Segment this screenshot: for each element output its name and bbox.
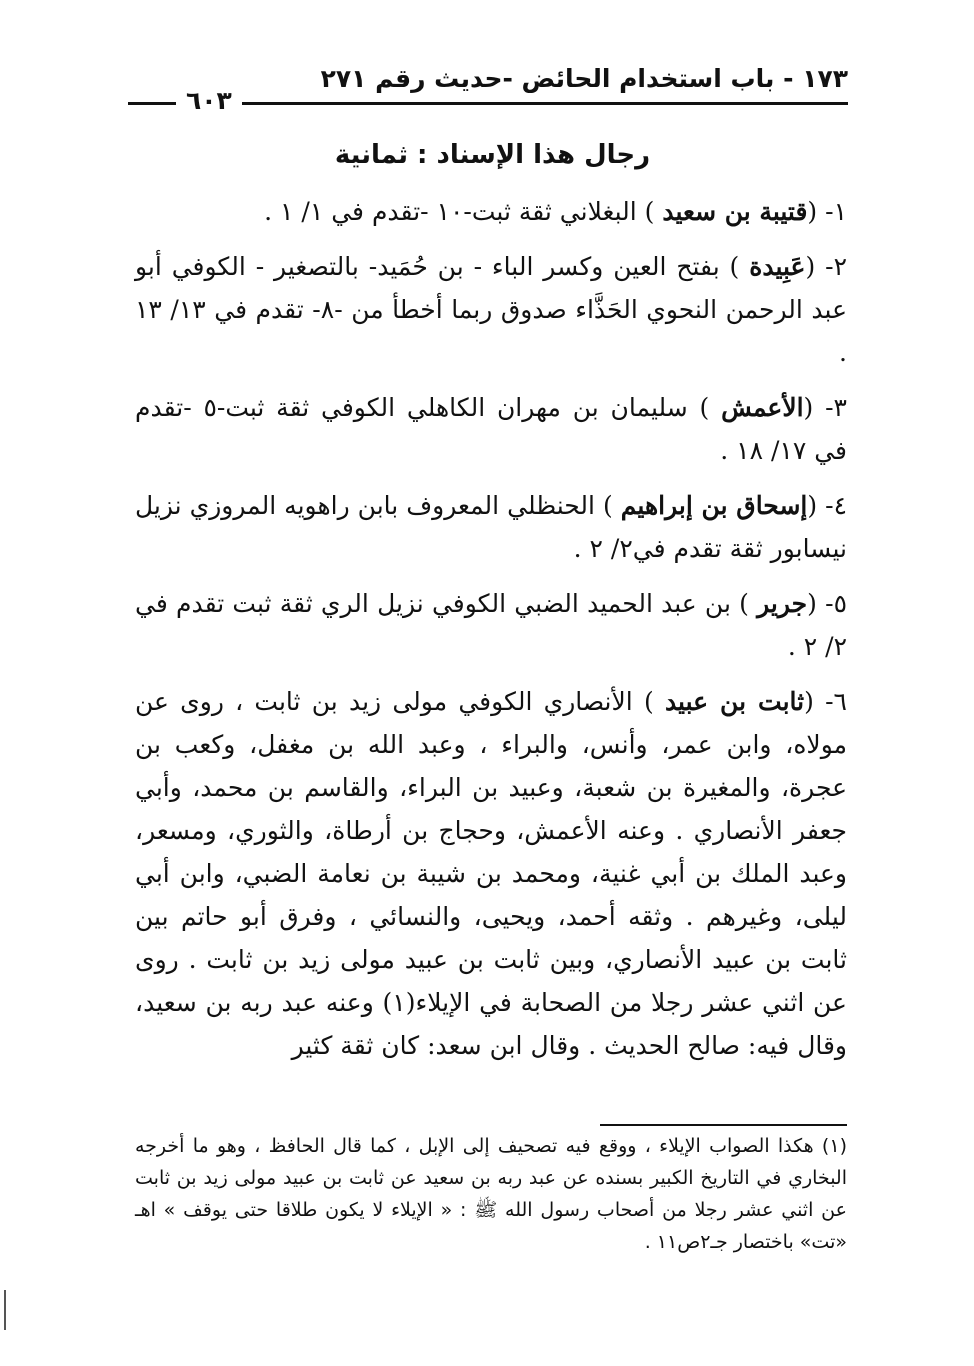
footnote-rule — [600, 1124, 847, 1126]
narrator-name: عَبِيدة — [749, 252, 806, 281]
scan-margin-mark — [4, 1290, 6, 1330]
footnote: (١) هكذا الصواب الإيلاء ، ووقع فيه تصحيف إلى الإبل ، كما قال الحافظ ، وهو ما أخرجه البخاري في التاريخ الكبير بسنده عن عبد ربه بن سعيد عن ثابت بن عبيد مولى زيد بن ثابت عن اثني عشر رجلا من أصحاب رسول الله ﷺ : « الإيلاء لا يكون طلاقا حتى يوقف » اهـ «تت» باختصار جـ٢ص١١ . — [135, 1135, 847, 1253]
narrator-list — [135, 190, 847, 1079]
narrator-entry-4 — [135, 484, 847, 570]
page-header — [128, 62, 848, 115]
narrator-name: إسحاق بن إبراهيم — [620, 491, 808, 520]
running-title: ١٧٣ - باب استخدام الحائض -حديث رقم ٢٧١ — [320, 64, 848, 93]
entry-number: ٦- ( — [804, 687, 847, 716]
narrator-name: قتيبة بن سعيد — [662, 197, 808, 226]
narrator-entry-6 — [135, 680, 847, 1067]
narrator-entry-5 — [135, 582, 847, 668]
narrator-entry-1 — [135, 190, 847, 233]
entry-text: ) بفتح العين وكسر الباء - بن حُمَيد- بالتصغير - الكوفي أبو عبد الرحمن النحوي الحَذَّاء صدوق ربما أخطأ من -٨- تقدم في ١٣/ ١٣ . — [135, 252, 847, 367]
narrator-name: جرير — [757, 589, 808, 618]
entry-number: ٥- ( — [807, 589, 847, 618]
entry-text: ) البغلاني ثقة ثبت-١٠ -تقدم في ١/ ١ . — [264, 197, 655, 226]
entry-text: ) الحنظلي المعروف بابن راهويه المروزي نزيل نيسابور ثقة تقدم في٢/ ٢ . — [135, 491, 847, 563]
narrator-entry-3 — [135, 386, 847, 472]
narrator-name: الأعمش — [721, 393, 804, 422]
entry-text: ) بن عبد الحميد الضبي الكوفي نزيل الري ثقة ثبت تقدم في ٢/ ٢ . — [135, 589, 847, 661]
entry-number: ٢- ( — [805, 252, 847, 281]
entry-number: ٣- ( — [803, 393, 847, 422]
entry-number: ١- ( — [807, 197, 847, 226]
entry-text: ) سليمان بن مهران الكاهلي الكوفي ثقة ثبت-٥ -تقدم في ١٧/ ١٨ . — [135, 393, 847, 465]
narrator-name: ثابت بن عبيد — [664, 687, 805, 716]
entry-number: ٤- ( — [807, 491, 847, 520]
page-number: ٦٠٣ — [176, 86, 242, 115]
entry-text: ) الأنصاري الكوفي مولى زيد بن ثابت ، روى عن مولاه، وابن عمر، وأنس، والبراء ، وعبد الله بن مغفل، وكعب بن عجرة، والمغيرة بن شعبة، وعبيد بن البراء، والقاسم بن محمد، وأبي جعفر الأنصاري . وعنه الأعمش، وحجاج بن أرطاة، والثوري، ومسعر، وعبد الملك بن أبي غنية، ومحمد بن شيبة بن نعامة الضبي، وابن أبي ليلى، وغيرهم . وثقه أحمد، ويحيى، والنسائي ، وفرق أبو حاتم بين ثابت بن عبيد الأنصاري، وبين ثابت بن عبيد مولى زيد بن ثابت . روى عن اثني عشر رجلا من الصحابة في الإيلاء(١) وعنه عبد ربه بن سعيد، وقال فيه: صالح الحديث . وقال ابن سعد: كان ثقة كثير — [135, 687, 847, 1060]
narrator-entry-2 — [135, 245, 847, 374]
section-heading: رجال هذا الإسناد : ثمانية — [334, 140, 651, 170]
